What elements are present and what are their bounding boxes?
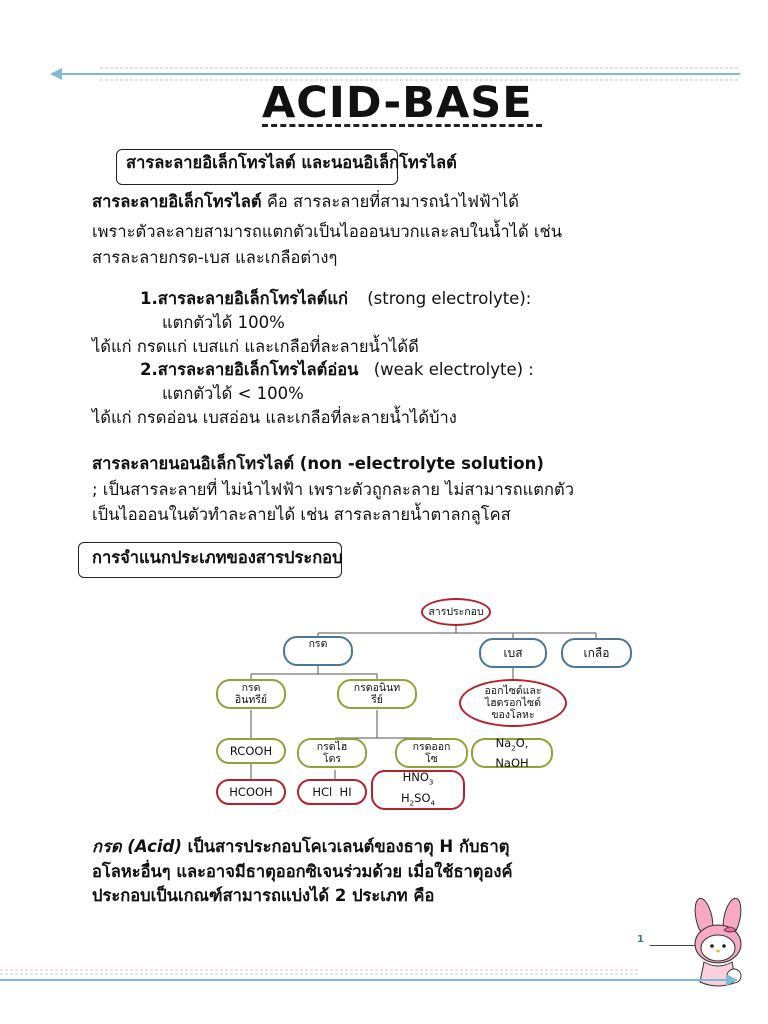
tree-node-hydro-acid: กรดไฮโดร [297,738,367,768]
tree-naoh: NaOH [495,755,529,770]
tree-node-inorganic-acid: กรดอนินทรีย์ [337,679,417,709]
tree-node-organic-acid: กรดอินทรีย์ [216,679,286,709]
strong-num: 1. [140,289,158,308]
weak-num: 2. [140,360,158,379]
weak-term: สารละลายอิเล็กโทรไลต์อ่อน [157,360,359,379]
tree-h2so4: $H_2SO_4$ [401,791,435,808]
weak-en: (weak electrolyte) : [373,360,534,379]
acid-def-line-3: ประกอบเป็นเกณฑ์สามารถแบ่งได้ 2 ประเภท คือ [92,886,435,905]
electrolyte-def-text: คือ สารละลายที่สามารถนำไฟฟ้าได้ [261,192,519,211]
tree-node-oxo-examples [371,770,465,810]
electrolyte-line-3: สารละลายกรด-เบส และเกลือต่างๆ [92,248,338,267]
tree-hno3: $HNO_3$ [402,769,434,786]
tree-node-acid [283,636,353,666]
tree-node-oxo-acid: กรดออกโซ [395,738,468,768]
page-title: ACID-BASE [262,78,533,128]
tree-node-salt: เกลือ [561,638,632,668]
strong-ionize: แตกตัวได้ 100% [162,313,285,332]
section-heading-2: การจำแนกประเภทของสารประกอบ [92,548,343,567]
weak-ionize: แตกตัวได้ < 100% [162,384,304,403]
nonelectrolyte-term: สารละลายนอนอิเล็กโทรไลต์ (non -electrolyte solution) [92,454,544,473]
acid-def-text: เป็นสารประกอบโคเวเลนต์ของธาตุ H กับธาตุ [181,837,510,856]
acid-def-line-1 [92,835,509,859]
strong-en: (strong electrolyte): [367,289,532,308]
tree-node-metal-oxides: ออกไซด์และไฮดรอกไซด์ของโลหะ [459,679,567,727]
strong-examples: ได้แก่ กรดแก่ เบสแก่ และเกลือที่ละลายน้ำได้ดี [92,337,419,356]
section-heading-1: สารละลายอิเล็กโทรไลต์ และนอนอิเล็กโทรไลต์ [126,153,457,172]
weak-examples: ได้แก่ กรดอ่อน เบสอ่อน และเกลือที่ละลายน้ำได้บ้าง [92,408,457,427]
tree-node-hcl-hi: HCl HI [297,779,367,805]
tree-node-acid-label: กรด [308,638,328,650]
nonelectrolyte-line-3: เป็นไอออนในตัวทำละลายได้ เช่น สารละลายน้ำตาลกลูโคส [92,505,511,524]
bottom-arrow-decoration [0,966,768,990]
acid-term: กรด (Acid) [92,837,182,856]
nonelectrolyte-line-2: ; เป็นสารละลายที่ ไม่นำไฟฟ้า เพราะตัวถูกละลาย ไม่สามารถแตกตัว [92,480,574,499]
electrolyte-line-2: เพราะตัวละลายสามารถแตกตัวเป็นไอออนบวกและลบในน้ำได้ เช่น [92,222,563,241]
electrolyte-term: สารละลายอิเล็กโทรไลต์ [92,192,262,211]
tree-node-metal-examples [471,738,553,768]
acid-def-line-2: อโลหะอื่นๆ และอาจมีธาตุออกซิเจนร่วมด้วย เมื่อใช้ธาตุองค์ [92,862,513,881]
tree-node-rcooh: RCOOH [216,738,286,764]
tree-node-base: เบส [479,638,547,668]
strong-term: สารละลายอิเล็กโทรไลต์แก่ [157,289,348,308]
tree-na2o: $Na_2O$, [495,736,529,753]
tree-node-compound: สารประกอบ [421,598,491,626]
page-number: 1 [637,934,644,945]
tree-node-hcooh: HCOOH [216,779,286,805]
